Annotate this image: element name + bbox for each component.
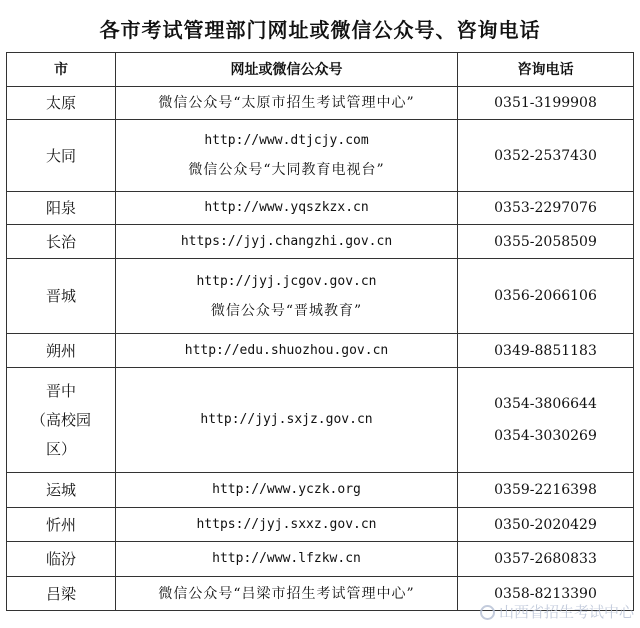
phone-cell: 0351-3199908	[458, 87, 634, 120]
website-link[interactable]: http://edu.shuozhou.gov.cn	[184, 342, 389, 358]
phone-cell: 0356-2066106	[458, 259, 634, 334]
phone-cell: 0357-2680833	[458, 542, 634, 577]
website-cell	[116, 225, 458, 259]
table-row	[7, 542, 634, 577]
website-cell	[116, 508, 458, 542]
website-link[interactable]: http://www.yqszkzx.cn	[204, 200, 369, 215]
phone-cell	[458, 368, 634, 473]
phone-cell: 0349-8851183	[458, 334, 634, 368]
phone-cell: 0355-2058509	[458, 225, 634, 259]
phone-number: 0354-3030269	[494, 428, 597, 444]
table-row	[7, 225, 634, 259]
city-cell: 长治	[7, 225, 116, 259]
city-cell: 吕梁	[7, 577, 116, 611]
table-row	[7, 259, 634, 334]
city-cell: 忻州	[7, 508, 116, 542]
table-row	[7, 87, 634, 120]
website-cell	[116, 473, 458, 508]
city-cell: 太原	[7, 87, 116, 120]
page-title: 各市考试管理部门网址或微信公众号、咨询电话	[99, 18, 541, 42]
table-row	[7, 334, 634, 368]
city-cell: 大同	[7, 120, 116, 192]
city-cell: 阳泉	[7, 192, 116, 225]
website-cell	[116, 542, 458, 577]
phone-number: 0354-3806644	[494, 396, 597, 412]
website-cell	[116, 577, 458, 611]
city-cell: 运城	[7, 473, 116, 508]
header-phone: 咨询电话	[458, 53, 634, 87]
watermark-text: 山西省招生考试中心	[498, 603, 634, 621]
city-subname: 区）	[45, 440, 76, 458]
city-name: 晋中	[45, 382, 76, 400]
table-row	[7, 192, 634, 225]
website-cell	[116, 87, 458, 120]
phone-cell: 0350-2020429	[458, 508, 634, 542]
website-link[interactable]: http://www.yczk.org	[212, 482, 361, 497]
phone-cell: 0352-2537430	[458, 120, 634, 192]
city-subname: （高校园	[30, 411, 91, 429]
website-cell	[116, 192, 458, 225]
website-link[interactable]: http://www.dtjcjy.com	[204, 133, 369, 148]
phone-cell: 0353-2297076	[458, 192, 634, 225]
website-link[interactable]: http://jyj.jcgov.gov.cn	[196, 273, 377, 289]
contact-table	[6, 52, 634, 611]
table-header-row	[7, 53, 634, 87]
table-row	[7, 120, 634, 192]
city-cell: 晋城	[7, 259, 116, 334]
website-link[interactable]: https://jyj.sxxz.gov.cn	[196, 516, 377, 532]
city-cell: 朔州	[7, 334, 116, 368]
table-row	[7, 473, 634, 508]
website-cell	[116, 120, 458, 192]
website-cell	[116, 334, 458, 368]
city-cell	[7, 368, 116, 473]
watermark	[480, 601, 634, 622]
header-website: 网址或微信公众号	[116, 53, 458, 87]
wechat-account: 微信公众号“大同教育电视台”	[188, 162, 385, 178]
wechat-account: 微信公众号“晋城教育”	[210, 302, 363, 319]
website-link[interactable]: http://www.lfzkw.cn	[212, 551, 361, 566]
wechat-account: 微信公众号“吕梁市招生考试管理中心”	[158, 585, 415, 602]
city-cell: 临汾	[7, 542, 116, 577]
table-row	[7, 368, 634, 473]
table-row	[7, 508, 634, 542]
phone-cell: 0359-2216398	[458, 473, 634, 508]
website-cell	[116, 368, 458, 473]
wechat-logo-icon	[480, 605, 495, 620]
wechat-account: 微信公众号“太原市招生考试管理中心”	[158, 95, 415, 111]
website-cell	[116, 259, 458, 334]
header-city: 市	[7, 53, 116, 87]
phone-cell: 0358-8213390	[458, 577, 634, 611]
website-link[interactable]: http://jyj.sxjz.gov.cn	[200, 412, 373, 427]
website-link[interactable]: https://jyj.changzhi.gov.cn	[180, 233, 393, 249]
